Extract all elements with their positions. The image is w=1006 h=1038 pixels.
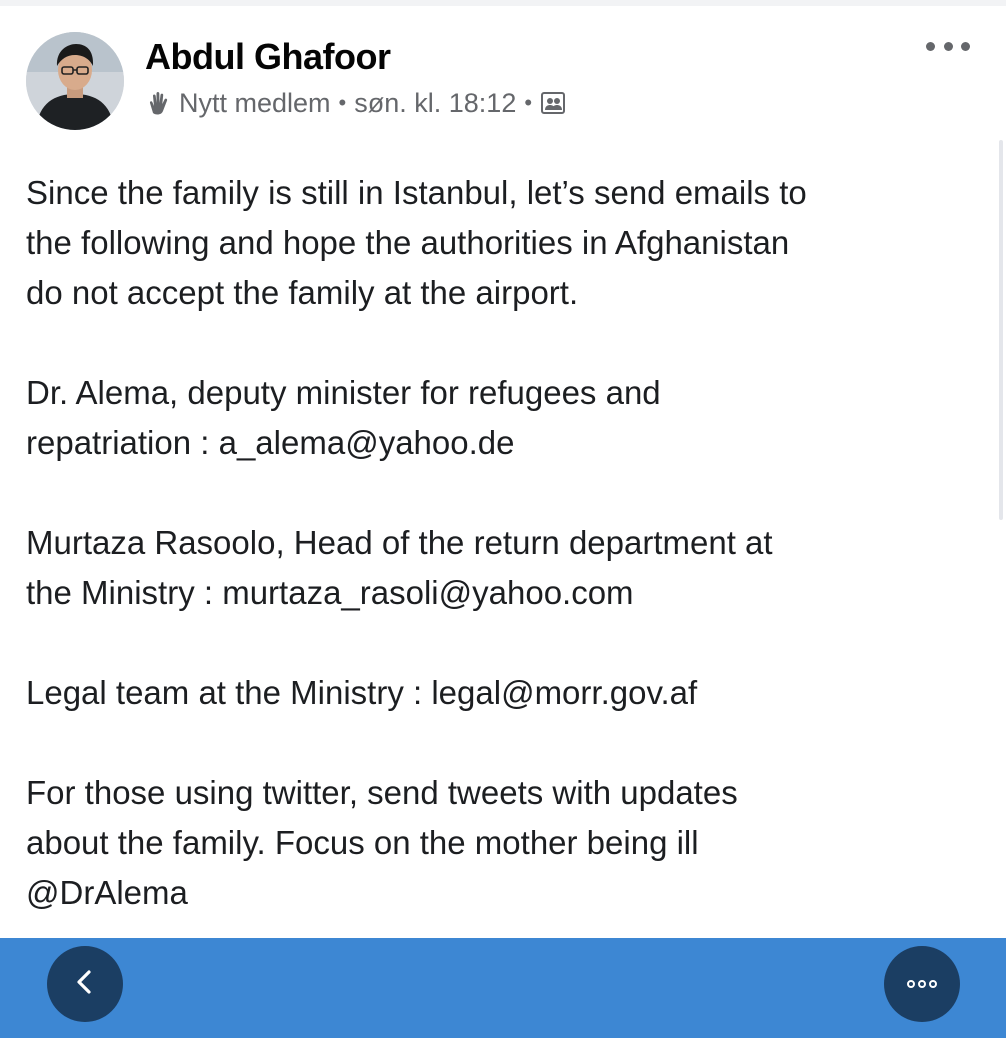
post-paragraph: Murtaza Rasoolo, Head of the return department at the Ministry : murtaza_rasoli@yahoo.com	[26, 524, 773, 611]
post-paragraph: Since the family is still in Istanbul, let’s send emails to the following and hope the authorities in Afghanistan do not accept the family at the airport.	[26, 174, 807, 311]
top-divider	[0, 0, 1006, 6]
avatar[interactable]	[26, 32, 124, 130]
back-button[interactable]	[47, 946, 123, 1022]
chevron-left-icon	[70, 967, 100, 1002]
post-paragraph: For those using twitter, send tweets with updates about the family. Focus on the mother being ill @DrAlema	[26, 774, 738, 911]
post-meta	[145, 86, 566, 120]
post-timestamp[interactable]: søn. kl. 18:12	[354, 87, 517, 118]
post-text	[26, 168, 976, 918]
post-paragraph: Legal team at the Ministry : legal@morr.gov.af	[26, 674, 698, 711]
more-options-icon	[907, 980, 937, 988]
author-name[interactable]: Abdul Ghafoor	[145, 36, 391, 77]
wave-icon	[145, 89, 173, 117]
more-options-icon[interactable]	[926, 36, 970, 56]
post-paragraph: Dr. Alema, deputy minister for refugees and repatriation : a_alema@yahoo.de	[26, 374, 661, 461]
member-badge: Nytt medlem	[179, 87, 331, 118]
meta-separator: •	[524, 90, 533, 115]
bottom-toolbar	[0, 938, 1006, 1038]
meta-separator: •	[338, 90, 347, 115]
menu-button[interactable]	[884, 946, 960, 1022]
scrollbar[interactable]	[999, 140, 1003, 520]
group-icon	[540, 90, 566, 116]
